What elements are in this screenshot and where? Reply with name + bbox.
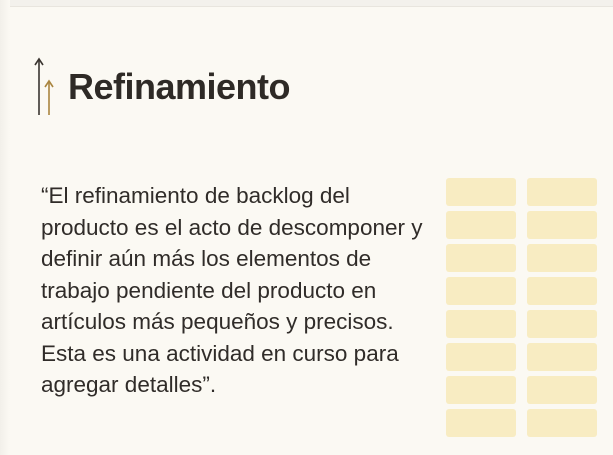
left-edge (0, 0, 10, 455)
up-arrows-svg (30, 55, 62, 117)
backlog-card (446, 409, 516, 437)
backlog-card (527, 211, 597, 239)
definition-quote: “El refinamiento de backlog del producto es el acto de descomponer y definir aún más los elementos de trabajo pendiente del producto en artículos más pequeños y precisos. Esta es una actividad en curso para agregar detalles”. (41, 183, 423, 397)
top-bar (0, 0, 613, 7)
backlog-card (527, 343, 597, 371)
backlog-card (446, 310, 516, 338)
slide-title: Refinamiento (68, 66, 291, 107)
backlog-card (527, 277, 597, 305)
backlog-card (527, 376, 597, 404)
backlog-card (446, 376, 516, 404)
backlog-card (446, 343, 516, 371)
backlog-card (527, 244, 597, 272)
backlog-card (446, 244, 516, 272)
backlog-card (527, 310, 597, 338)
backlog-card (446, 211, 516, 239)
backlog-card (527, 409, 597, 437)
up-arrows-icon (30, 55, 62, 117)
backlog-card (446, 178, 516, 206)
title-row (30, 55, 290, 117)
backlog-card (527, 178, 597, 206)
backlog-card (446, 277, 516, 305)
